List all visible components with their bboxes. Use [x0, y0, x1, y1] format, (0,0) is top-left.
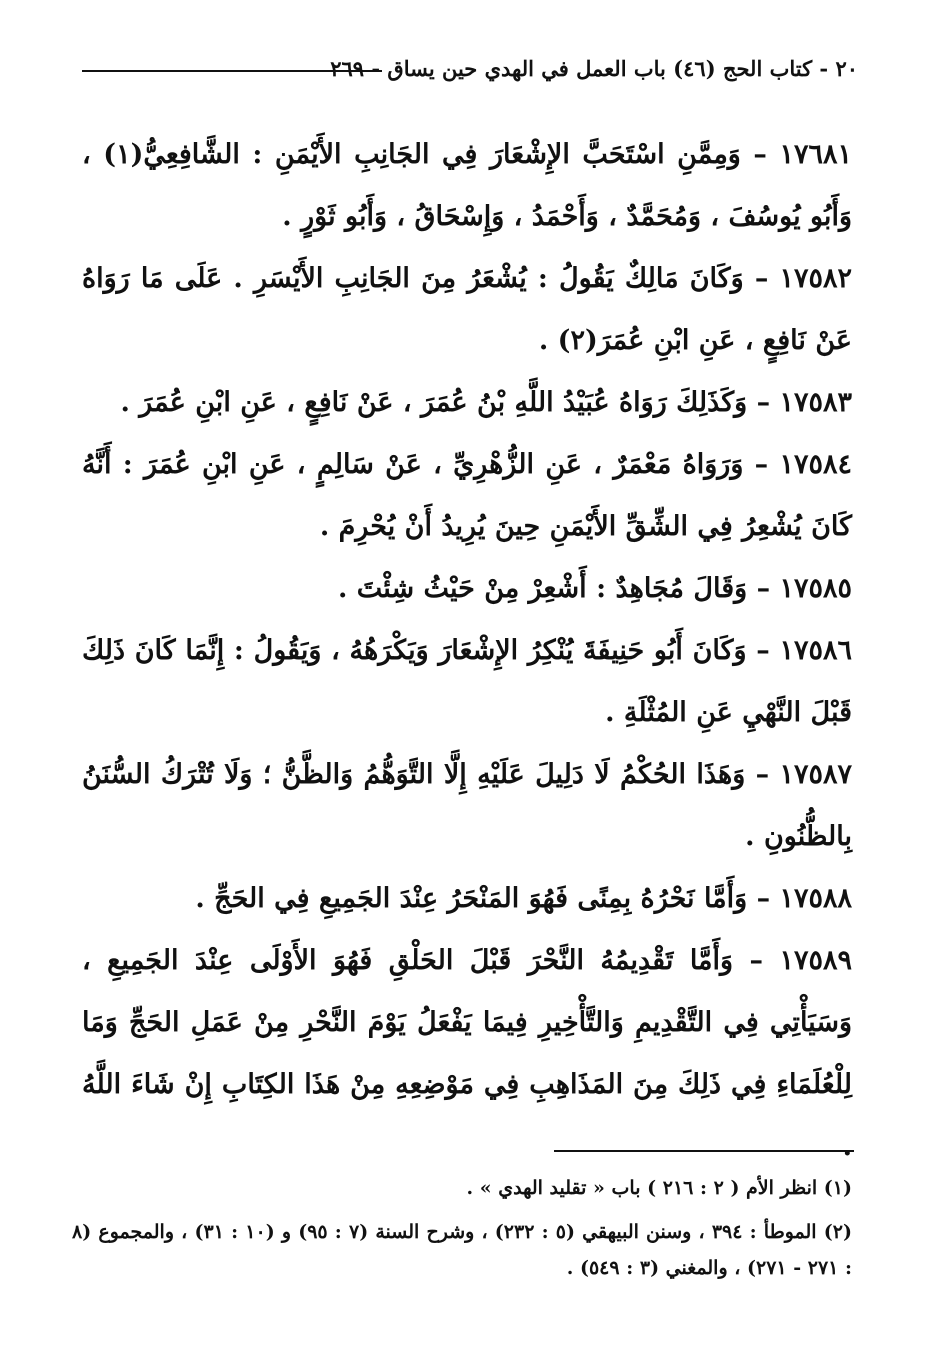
paragraph-17582 — [82, 248, 852, 372]
footnote-2: (٢) الموطأ : ٣٩٤ ، وسنن البيهقي (٥ : ٢٣٢) ، وشرح السنة (٧ : ٩٥) و (١٠ : ٣١) ، والمجموع (٨ : ٢٧١ - ٢٧١) ، والمغني (٣ : ٥٤٩) . — [72, 1221, 852, 1279]
running-header — [82, 52, 858, 92]
paragraph-17589 — [82, 930, 852, 1178]
footnote-separator — [554, 1150, 854, 1152]
paragraph-text: – وَقَالَ مُجَاهِدٌ : أَشْعِرْ مِنْ حَيْثُ شِئْتَ . — [337, 573, 771, 604]
paragraph-number: ١٧٥٨٨ — [779, 883, 852, 914]
paragraph-text: – وَهَذَا الحُكْمُ لَا دَلِيلَ عَلَيْهِ إِلَّا التَّوَهُّمُ وَالظَّنُّ ؛ وَلَا تُتْرَكُ السُّنَنُ بِالظُّنُونِ . — [82, 759, 852, 852]
paragraph-17587 — [82, 744, 852, 868]
paragraph-number: ١٧٥٨٢ — [779, 263, 852, 294]
header-rule — [82, 70, 382, 72]
paragraph-text: – وَأَمَّا نَحْرُهُ بِمِنًى فَهُوَ المَنْحَرُ عِنْدَ الجَمِيعِ فِي الحَجِّ . — [195, 883, 771, 914]
paragraph-text: – وَرَوَاهُ مَعْمَرٌ ، عَنِ الزُّهْرِيِّ ، عَنْ سَالِمٍ ، عَنِ ابْنِ عُمَرَ : أَنَّهُ كَانَ يُشْعِرُ فِي الشِّقِّ الأَيْمَنِ حِينَ يُرِيدُ أَنْ يُحْرِمَ . — [82, 449, 852, 542]
paragraph-text: – وَكَانَ مَالِكٌ يَقُولُ : يُشْعَرُ مِنَ الجَانِبِ الأَيْسَرِ . عَلَى مَا رَوَاهُ عَنْ نَافِعٍ ، عَنِ ابْنِ عُمَرَ(٢) . — [82, 263, 852, 356]
paragraph-text: – وَكَانَ أَبُو حَنِيفَةَ يُنْكِرُ الإِشْعَارَ وَيَكْرَهُهُ ، وَيَقُولُ : إِنَّمَا كَانَ ذَلِكَ قَبْلَ النَّهْيِ عَنِ المُثْلَةِ . — [82, 635, 852, 728]
paragraph-text: – وَأَمَّا تَقْدِيمُهُ النَّحْرَ قَبْلَ الحَلْقِ فَهُوَ الأَوْلَى عِنْدَ الجَمِيعِ ، وَسَيَأْتِي فِي التَّقْدِيمِ وَالتَّأْخِيرِ فِيمَا يَفْعَلُ يَوْمَ النَّحْرِ مِنْ عَمَلِ الحَجِّ وَمَا لِلْعُلَمَاءِ فِي ذَلِكَ مِنَ المَذَاهِبِ فِي مَوْضِعِهِ مِنْ هَذَا الكِتَابِ إِنْ شَاءَ اللَّهُ . — [82, 945, 852, 1162]
paragraph-17585 — [82, 558, 852, 620]
paragraph-number: ١٧٥٨٥ — [779, 573, 852, 604]
paragraph-text: – وَكَذَلِكَ رَوَاهُ عُبَيْدُ اللَّهِ بْنُ عُمَرَ ، عَنْ نَافِعٍ ، عَنِ ابْنِ عُمَرَ . — [120, 387, 771, 418]
paragraph-number: ١٧٥٨٤ — [779, 449, 853, 480]
main-text — [82, 124, 852, 1178]
paragraph-17584 — [82, 434, 852, 558]
paragraph-17588 — [82, 868, 852, 930]
paragraph-number: ١٧٦٨١ — [779, 139, 853, 170]
paragraph-text: – وَمِمَّنِ اسْتَحَبَّ الإِشْعَارَ فِي الجَانِبِ الأَيْمَنِ : الشَّافِعِيُّ(١) ، وَأَبُو يُوسُفَ ، وَمُحَمَّدٌ ، وَأَحْمَدُ ، وَإِسْحَاقُ ، وَأَبُو ثَوْرٍ . — [82, 139, 852, 232]
paragraph-17681 — [82, 124, 852, 248]
paragraph-17583 — [82, 372, 852, 434]
paragraph-number: ١٧٥٨٦ — [779, 635, 852, 666]
header-title: ٢٠ - كتاب الحج (٤٦) باب العمل في الهدي حين يساق - ٢٦٩ — [330, 56, 858, 81]
paragraph-number: ١٧٥٨٩ — [779, 945, 852, 976]
paragraph-17586 — [82, 620, 852, 744]
footnote-1: (١) انظر الأم ( ٢ : ٢١٦ ) باب « تقليد الهدي » . — [466, 1177, 852, 1199]
paragraph-number: ١٧٥٨٣ — [779, 387, 852, 418]
footnotes — [72, 1170, 852, 1294]
paragraph-number: ١٧٥٨٧ — [779, 759, 853, 790]
